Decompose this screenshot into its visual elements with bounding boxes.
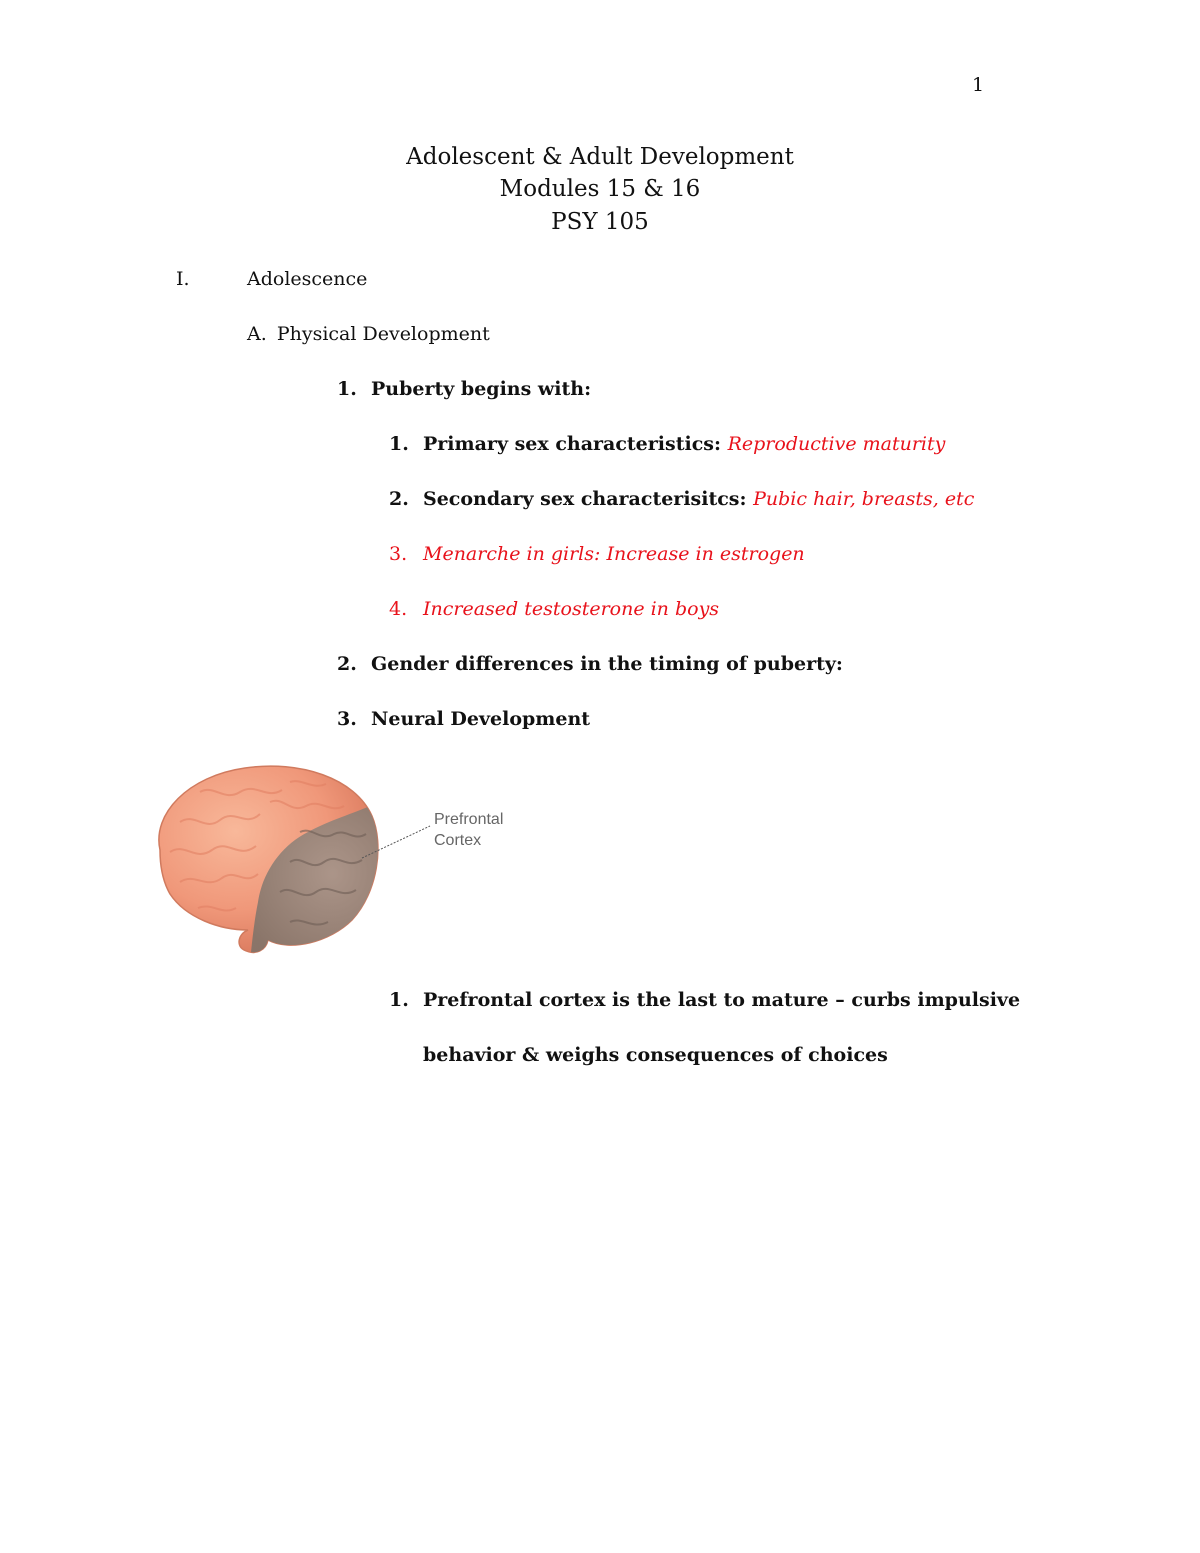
outline-section-adolescence: Adolescence (247, 268, 368, 290)
figure-label-cortex: Cortex (434, 832, 482, 849)
outline-item-menarche (389, 543, 805, 565)
outline-label: Gender differences in the timing of puberty: (371, 653, 843, 675)
document-subtitle-modules: Modules 15 & 16 (499, 176, 701, 202)
outline-label: Prefrontal cortex is the last to mature – curbs impulsive (423, 989, 1021, 1011)
outline-marker: 4. (389, 598, 408, 620)
outline-label: Primary sex characteristics: (423, 433, 728, 455)
outline-item-secondary-sex-characteristics (389, 488, 974, 510)
outline-marker: A. (247, 323, 267, 345)
outline-marker: 1. (389, 989, 409, 1011)
outline-note-red: Reproductive maturity (727, 433, 946, 455)
outline-marker: 3. (389, 543, 408, 565)
outline-marker: 2. (389, 488, 409, 510)
outline-marker: 3. (337, 708, 357, 730)
outline-marker: 1. (337, 378, 357, 400)
brain-illustration (140, 762, 520, 958)
outline-label: Neural Development (371, 708, 591, 730)
outline-section-marker: I. (176, 268, 190, 290)
outline-item-neural-development (337, 708, 590, 730)
outline-marker: 1. (389, 433, 409, 455)
outline-label: Physical Development (276, 323, 490, 345)
outline-item-puberty (337, 378, 591, 400)
document-course-code: PSY 105 (551, 209, 649, 235)
brain-prefrontal-cortex-figure (140, 762, 520, 958)
outline-item-primary-sex-characteristics (389, 433, 945, 455)
outline-item-testosterone (389, 598, 719, 620)
outline-item-prefrontal-cortex-continued: behavior & weighs consequences of choices (423, 1044, 888, 1066)
outline-label: Puberty begins with: (371, 378, 592, 400)
outline-subsection-physical-development (247, 323, 490, 345)
figure-label-prefrontal: Prefrontal (434, 811, 504, 828)
page-number: 1 (972, 74, 985, 96)
outline-item-gender-differences (337, 653, 843, 675)
outline-item-prefrontal-cortex (389, 989, 1020, 1011)
outline-marker: 2. (337, 653, 357, 675)
outline-label: Menarche in girls: Increase in estrogen (423, 543, 805, 565)
outline-note-red: Pubic hair, breasts, etc (753, 488, 975, 510)
document-title: Adolescent & Adult Development (406, 144, 794, 170)
outline-label: Secondary sex characterisitcs: (423, 488, 754, 510)
outline-label: Increased testosterone in boys (423, 598, 720, 620)
